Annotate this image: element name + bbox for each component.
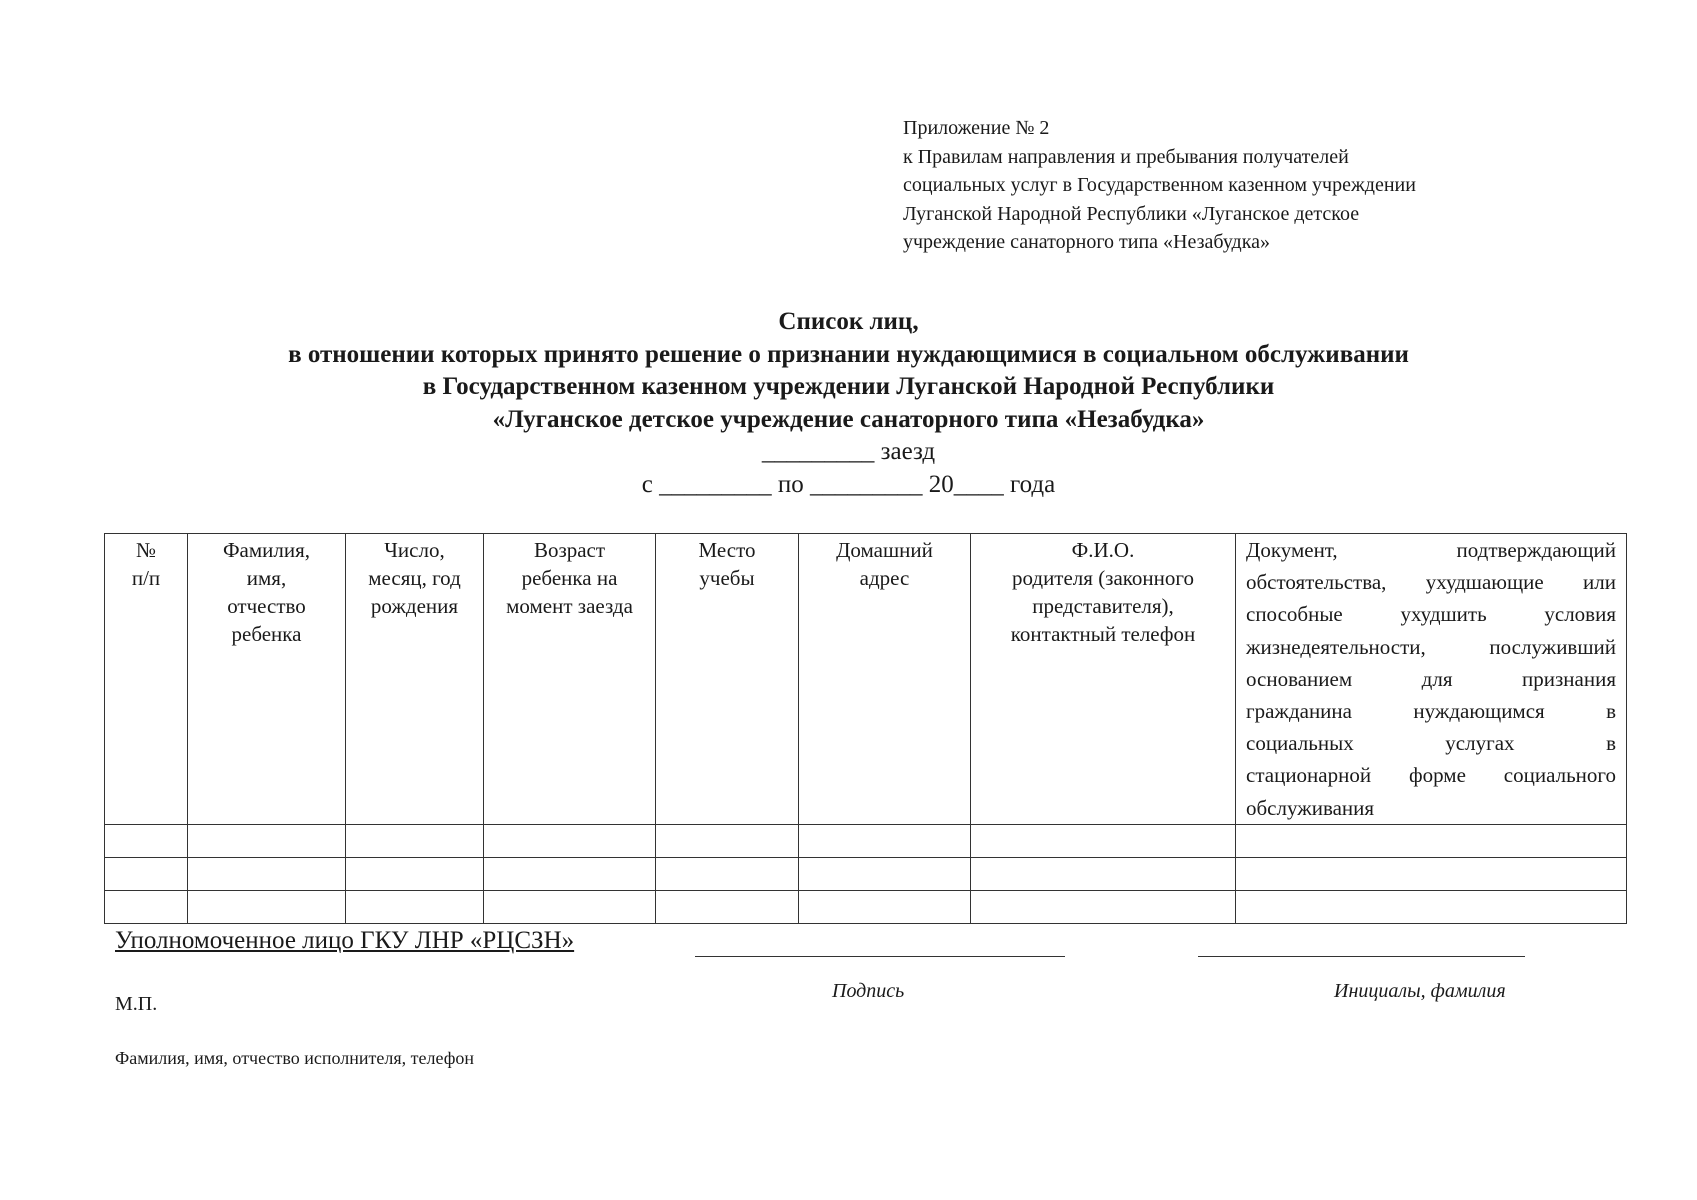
- table-cell[interactable]: [971, 857, 1236, 890]
- table-row: [105, 857, 1627, 890]
- appendix-block: [903, 114, 1623, 257]
- header-number: № п/п: [105, 534, 188, 825]
- table-cell[interactable]: [346, 824, 484, 857]
- header-school: Место учебы: [656, 534, 799, 825]
- table-cell[interactable]: [971, 824, 1236, 857]
- table-cell[interactable]: [188, 857, 346, 890]
- table-cell[interactable]: [656, 824, 799, 857]
- table-cell[interactable]: [346, 890, 484, 923]
- signature-line[interactable]: [695, 956, 1065, 957]
- arrival-line: _________ заезд: [761, 438, 936, 465]
- table-cell[interactable]: [799, 890, 971, 923]
- table-cell[interactable]: [484, 824, 656, 857]
- header-home-address: Домашний адрес: [799, 534, 971, 825]
- table-cell[interactable]: [188, 824, 346, 857]
- document-subtitle-line: в отношении которых принято решение о признании нуждающимися в социальном обслуживании: [288, 341, 1409, 368]
- document-subtitle-line: «Луганское детское учреждение санаторного типа «Незабудка»: [492, 406, 1205, 433]
- appendix-line: учреждение санаторного типа «Незабудка»: [903, 231, 1271, 253]
- executor-label: Фамилия, имя, отчество исполнителя, телефон: [115, 1048, 475, 1068]
- document-title: Список лиц,: [778, 308, 919, 335]
- table-cell[interactable]: [971, 890, 1236, 923]
- header-child-age: Возраст ребенка на момент заезда: [484, 534, 656, 825]
- table-row: [105, 890, 1627, 923]
- table-header-row: [105, 534, 1627, 825]
- table-cell[interactable]: [346, 857, 484, 890]
- signature-caption: Подпись: [832, 980, 905, 1002]
- table-cell[interactable]: [799, 857, 971, 890]
- table-cell[interactable]: [1236, 824, 1627, 857]
- header-supporting-document: Документ, подтверждающий обстоятельства, ухудшающие или способные ухудшить условия жизнедеятельности, послуживший основанием для признания гражданина нуждающимся в социальных услугах в стационарной форме социального обслуживания: [1236, 534, 1627, 825]
- header-birth-date: Число, месяц, год рождения: [346, 534, 484, 825]
- header-child-name: Фамилия, имя, отчество ребенка: [188, 534, 346, 825]
- appendix-line: Приложение № 2: [903, 117, 1050, 139]
- table-cell[interactable]: [1236, 857, 1627, 890]
- table-cell[interactable]: [105, 824, 188, 857]
- table-cell[interactable]: [188, 890, 346, 923]
- period-line: с _________ по _________ 20____ года: [641, 471, 1056, 498]
- table-cell[interactable]: [105, 890, 188, 923]
- initials-line[interactable]: [1198, 956, 1525, 957]
- table-cell[interactable]: [656, 890, 799, 923]
- header-parent-contact: Ф.И.О. родителя (законного представителя), контактный телефон: [971, 534, 1236, 825]
- table-cell[interactable]: [105, 857, 188, 890]
- authorized-person-label: Уполномоченное лицо ГКУ ЛНР «РЦСЗН»: [115, 927, 575, 954]
- table-cell[interactable]: [799, 824, 971, 857]
- document-subtitle-line: в Государственном казенном учреждении Луганской Народной Республики: [422, 373, 1275, 400]
- table-cell[interactable]: [656, 857, 799, 890]
- persons-table: [104, 533, 1627, 924]
- table-cell[interactable]: [484, 890, 656, 923]
- appendix-line: к Правилам направления и пребывания получателей: [903, 145, 1349, 168]
- appendix-line: социальных услуг в Государственном казенном учреждении: [903, 174, 1416, 196]
- stamp-label: М.П.: [115, 993, 158, 1015]
- table-row: [105, 824, 1627, 857]
- appendix-line: Луганской Народной Республики «Луганское детское: [903, 202, 1360, 225]
- table-cell[interactable]: [1236, 890, 1627, 923]
- initials-caption: Инициалы, фамилия: [1334, 980, 1506, 1002]
- table-cell[interactable]: [484, 857, 656, 890]
